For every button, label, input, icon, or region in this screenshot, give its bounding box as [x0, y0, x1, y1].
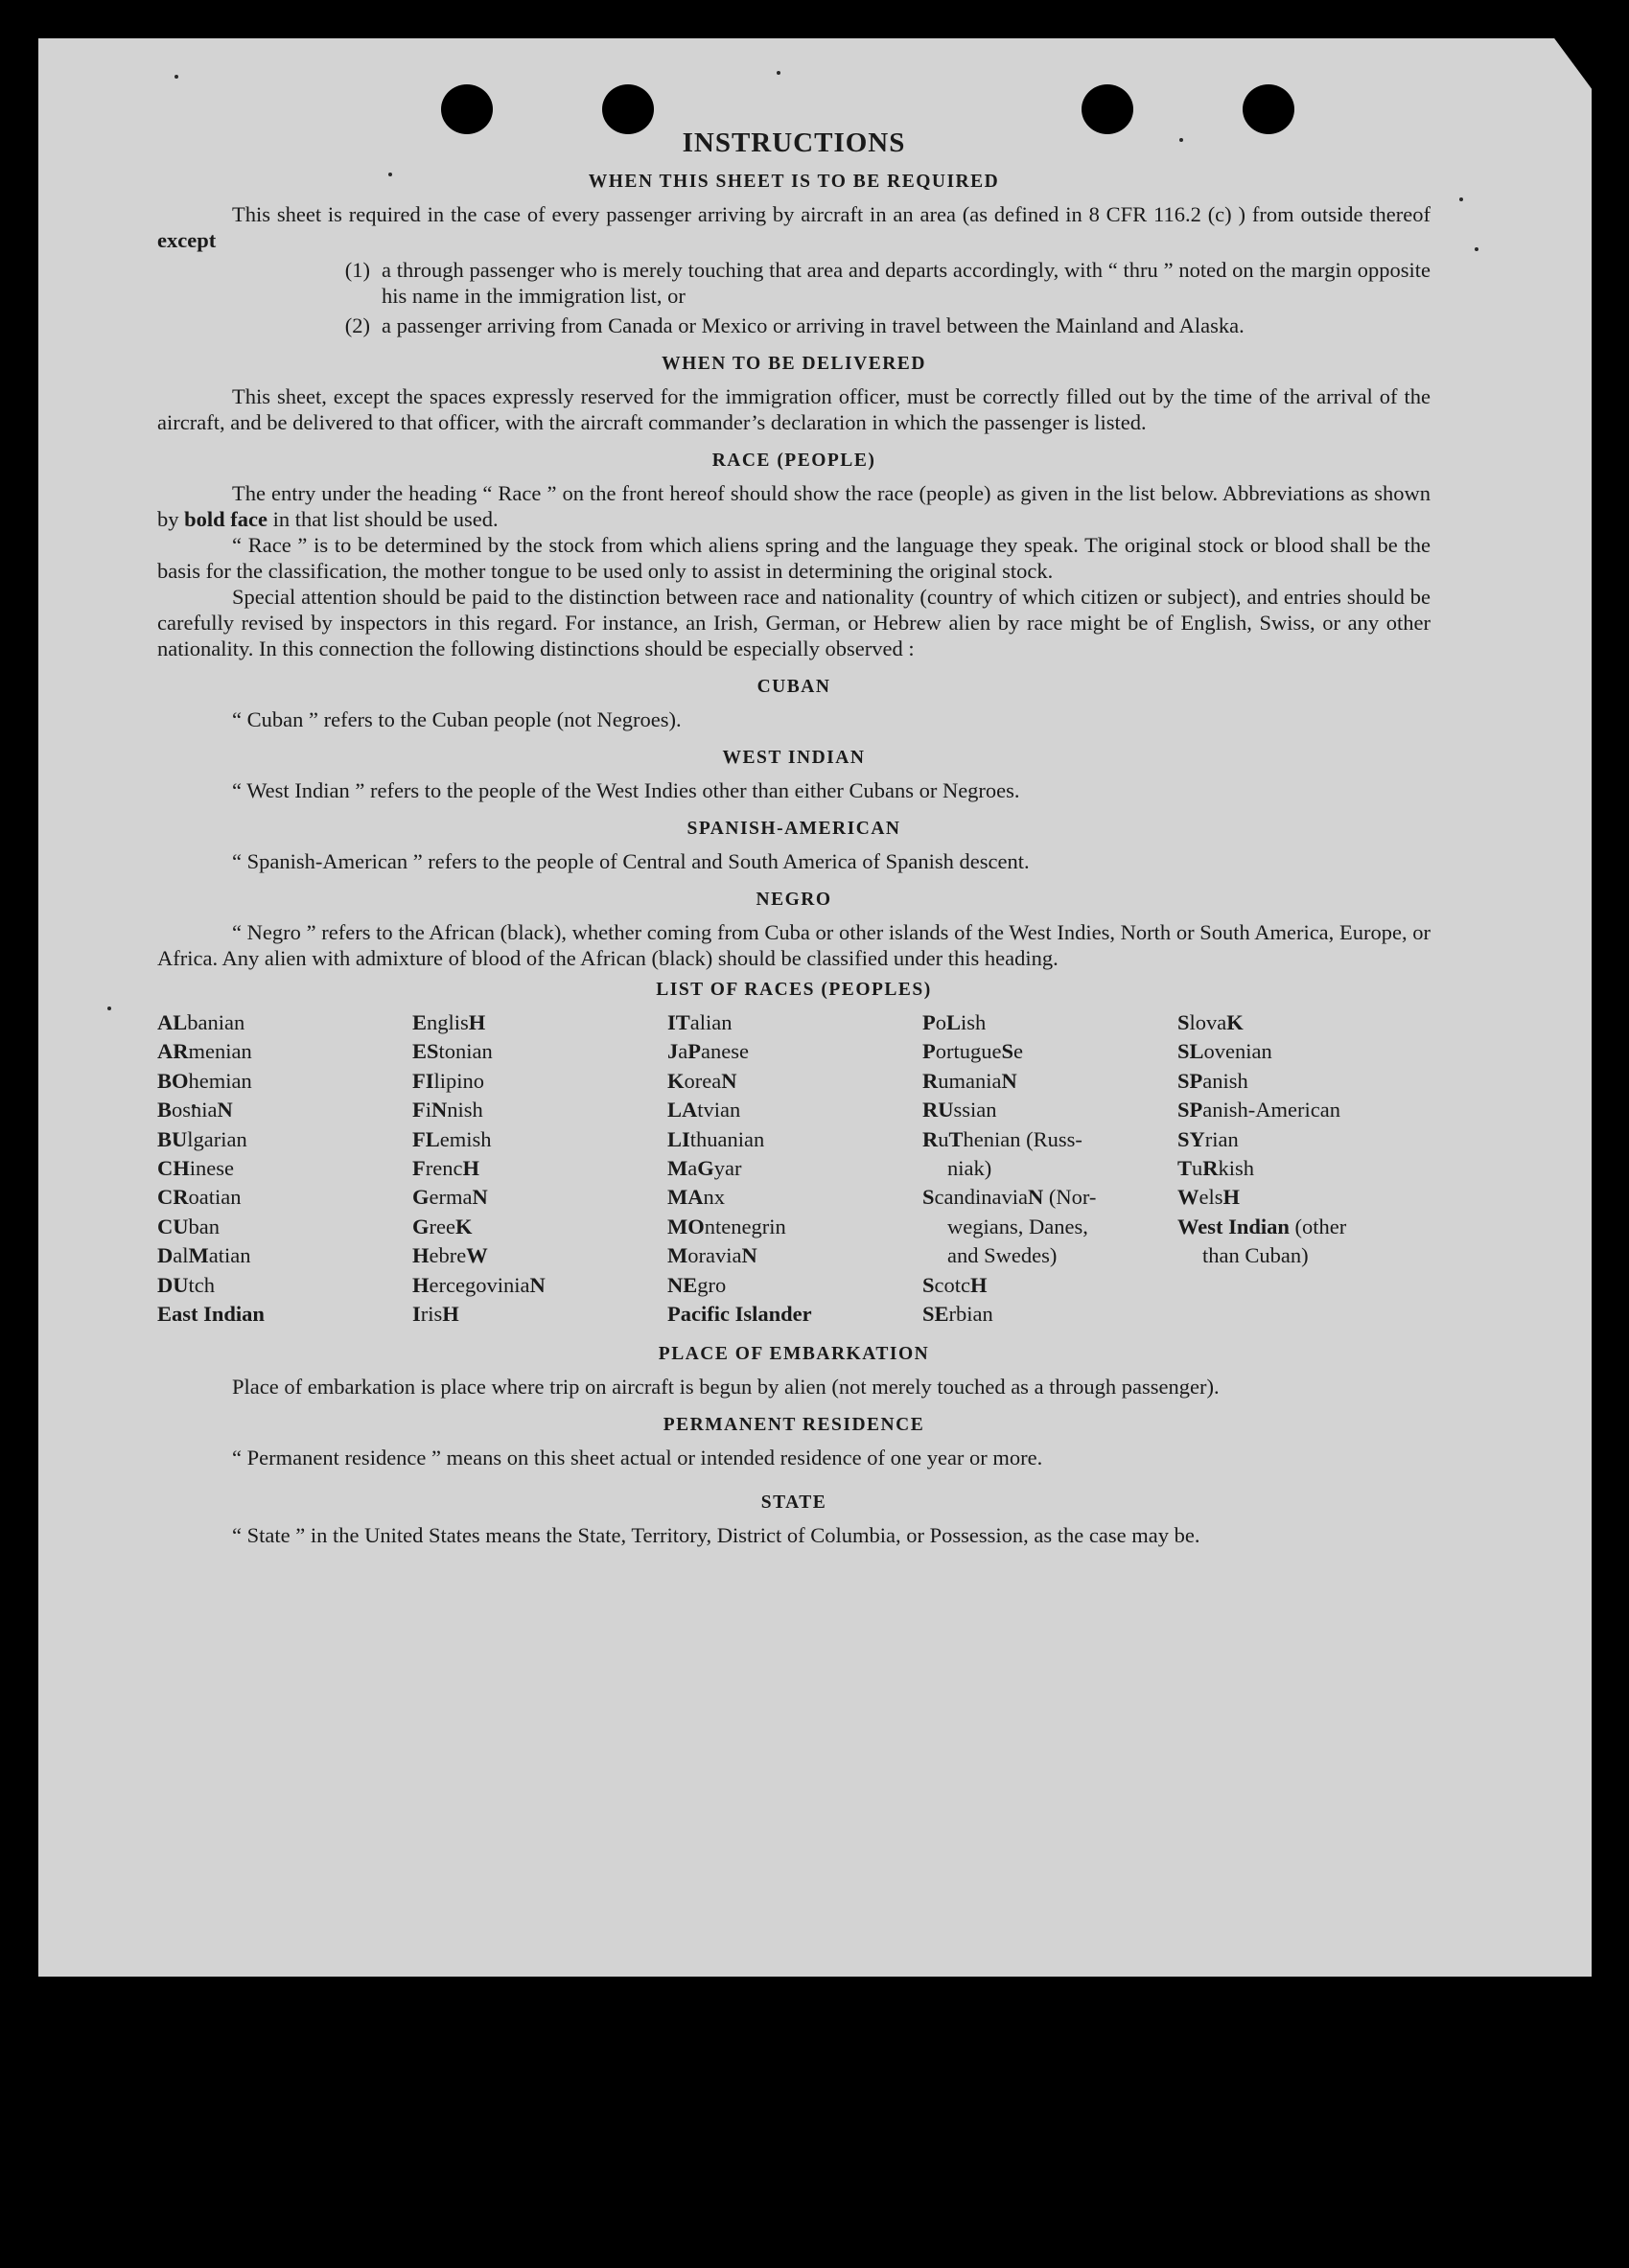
race-entry: HebreW: [412, 1243, 488, 1268]
race-entry: LIthuanian: [667, 1126, 765, 1151]
race-entry: CRoatian: [157, 1185, 242, 1210]
race-entry: FIlipino: [412, 1068, 485, 1093]
race-column: [667, 1008, 922, 1329]
race-column: [157, 1008, 412, 1329]
exception-item: [157, 257, 1431, 309]
race-entry: MOntenegrin: [667, 1214, 786, 1238]
heading-when-delivered: WHEN TO BE DELIVERED: [662, 354, 926, 374]
race-entry: MaGyar: [667, 1155, 742, 1180]
scan-speck: [107, 1007, 111, 1010]
race-entry: DUtch: [157, 1272, 215, 1297]
race-entry: SLovenian: [1177, 1039, 1272, 1064]
scan-speck: [1459, 197, 1463, 201]
scan-speck: [1475, 247, 1478, 251]
negro-text: “ Negro ” refers to the African (black), whether coming from Cuba or other islands of the West Indies, North or South America, Europe, or Africa. Any alien with admixture of blood of the African (black) should be classified under this heading.: [157, 920, 1431, 970]
punch-hole-3: [1082, 84, 1133, 134]
west-indian-text: “ West Indian ” refers to the people of the West Indies other than either Cubans or Negroes.: [232, 778, 1020, 802]
spanish-american-text: “ Spanish-American ” refers to the people of Central and South America of Spanish descent.: [232, 849, 1030, 873]
race-entry: niak): [947, 1155, 992, 1180]
document-title: INSTRUCTIONS: [682, 127, 906, 158]
race-entry: ScandinaviaN (Nor-: [922, 1185, 1097, 1210]
race-paragraph-3: Special attention should be paid to the distinction between race and nationality (country of which citizen or subject), and entries should be carefully revised by inspectors in this regard. For instance, an Irish, German, or Hebrew alien by race might be of English, Swiss, or any other nationality. In this connection the following distinctions should be especially observed :: [157, 585, 1431, 660]
exception-number: (1): [344, 258, 370, 282]
race-entry: SYrian: [1177, 1126, 1239, 1151]
heading-state: STATE: [760, 1493, 827, 1514]
heading-west-indian: WEST INDIAN: [722, 748, 866, 768]
instructions-document: [157, 127, 1431, 1548]
exception-number: (2): [344, 313, 370, 337]
race-entry: GreeK: [412, 1214, 473, 1238]
embarkation-text: Place of embarkation is place where trip on aircraft is begun by alien (not merely touched as a through passenger).: [232, 1375, 1220, 1400]
heading-cuban: CUBAN: [756, 677, 831, 697]
race-entry: ScotcH: [922, 1272, 988, 1297]
heading-spanish-american: SPANISH-AMERICAN: [687, 819, 901, 839]
race-entry: PoLish: [922, 1010, 987, 1034]
race-column: [412, 1008, 667, 1329]
race-entry: PortugueSe: [922, 1039, 1023, 1064]
race-entry: BUlgarian: [157, 1126, 247, 1151]
exception-item: [157, 312, 1431, 338]
heading-permanent-residence: PERMANENT RESIDENCE: [663, 1415, 925, 1436]
race-entry: SErbian: [922, 1301, 993, 1326]
race-entry: RumaniaN: [922, 1068, 1017, 1093]
race-entry: CUban: [157, 1214, 220, 1238]
heading-race: RACE (PEOPLE): [711, 451, 876, 471]
race-entry: EnglisH: [412, 1010, 486, 1034]
cuban-text: “ Cuban ” refers to the Cuban people (not Negroes).: [232, 707, 682, 731]
race-entry: MoraviaN: [667, 1243, 757, 1268]
race-entry: DalMatian: [157, 1243, 251, 1268]
race-column: [922, 1008, 1177, 1329]
race-entry: FrencH: [412, 1155, 479, 1180]
race-entry: NEgro: [667, 1272, 727, 1297]
race-entry: East Indian: [157, 1301, 265, 1326]
race-entry: HercegoviniaN: [412, 1272, 546, 1297]
when-delivered-text: This sheet, except the spaces expressly reserved for the immigration officer, must be correctly filled out by the time of the arrival of the aircraft, and be delivered to that officer, with the aircraft commander’s declaration in which the passenger is listed.: [157, 384, 1431, 434]
race-entry: ALbanian: [157, 1010, 245, 1034]
race-entry: MAnx: [667, 1185, 725, 1210]
race-entry: ARmenian: [157, 1039, 252, 1064]
race-entry: JaPanese: [667, 1039, 749, 1064]
race-entry: and Swedes): [947, 1243, 1058, 1268]
state-text: “ State ” in the United States means the State, Territory, District of Columbia, or Possession, as the case may be.: [232, 1523, 1200, 1548]
race-list: [157, 1008, 1431, 1329]
when-required-intro: This sheet is required in the case of every passenger arriving by aircraft in an area (as defined in 8 CFR 116.2 (c) ) from outside thereof except: [157, 202, 1431, 252]
race-entry: ITalian: [667, 1010, 733, 1034]
race-entry: FLemish: [412, 1126, 492, 1151]
heading-when-required: WHEN THIS SHEET IS TO BE REQUIRED: [588, 172, 1000, 192]
heading-negro: NEGRO: [756, 890, 832, 910]
punch-hole-1: [441, 84, 493, 134]
punch-hole-4: [1243, 84, 1294, 134]
race-entry: KoreaN: [667, 1068, 737, 1093]
race-entry: LAtvian: [667, 1098, 741, 1122]
race-entry: BOhemian: [157, 1068, 252, 1093]
race-entry: IrisH: [412, 1301, 459, 1326]
permanent-residence-text: “ Permanent residence ” means on this sheet actual or intended residence of one year or more.: [232, 1446, 1043, 1470]
scan-speck: [175, 75, 178, 79]
race-entry: CHinese: [157, 1155, 234, 1180]
race-column: [1177, 1008, 1432, 1329]
race-entry: BosniaN: [157, 1098, 233, 1122]
exception-text: a passenger arriving from Canada or Mexico or arriving in travel between the Mainland and Alaska.: [382, 313, 1245, 337]
exception-text: a through passenger who is merely touching that area and departs accordingly, with “ thru ” noted on the margin opposite his name in the immigration list, or: [382, 258, 1431, 308]
race-entry: Pacific Islander: [667, 1301, 812, 1326]
heading-list-of-races: LIST OF RACES (PEOPLES): [656, 980, 932, 1000]
race-entry: EStonian: [412, 1039, 493, 1064]
race-entry: SlovaK: [1177, 1010, 1244, 1034]
heading-embarkation: PLACE OF EMBARKATION: [658, 1344, 930, 1365]
race-entry: FiNnish: [412, 1098, 483, 1122]
race-entry: wegians, Danes,: [947, 1214, 1088, 1238]
race-entry: RUssian: [922, 1098, 997, 1122]
race-entry: RuThenian (Russ-: [922, 1126, 1082, 1151]
race-paragraph-1: The entry under the heading “ Race ” on the front hereof should show the race (people) as given in the list below. Abbreviations as shown by bold face in that list should be used.: [157, 481, 1431, 531]
race-entry: GermaN: [412, 1185, 488, 1210]
race-paragraph-2: “ Race ” is to be determined by the stock from which aliens spring and the language they speak. The original stock or blood shall be the basis for the classification, the mother tongue to be used only to assist in determining the original stock.: [157, 533, 1431, 583]
race-entry: WelsH: [1177, 1185, 1241, 1210]
punch-hole-2: [602, 84, 654, 134]
race-entry: West Indian (other: [1177, 1214, 1347, 1238]
race-entry: TuRkish: [1177, 1155, 1255, 1180]
race-entry: SPanish: [1177, 1068, 1248, 1093]
race-entry: than Cuban): [1202, 1243, 1309, 1268]
race-entry: SPanish-American: [1177, 1098, 1340, 1122]
scan-speck: [777, 71, 780, 75]
